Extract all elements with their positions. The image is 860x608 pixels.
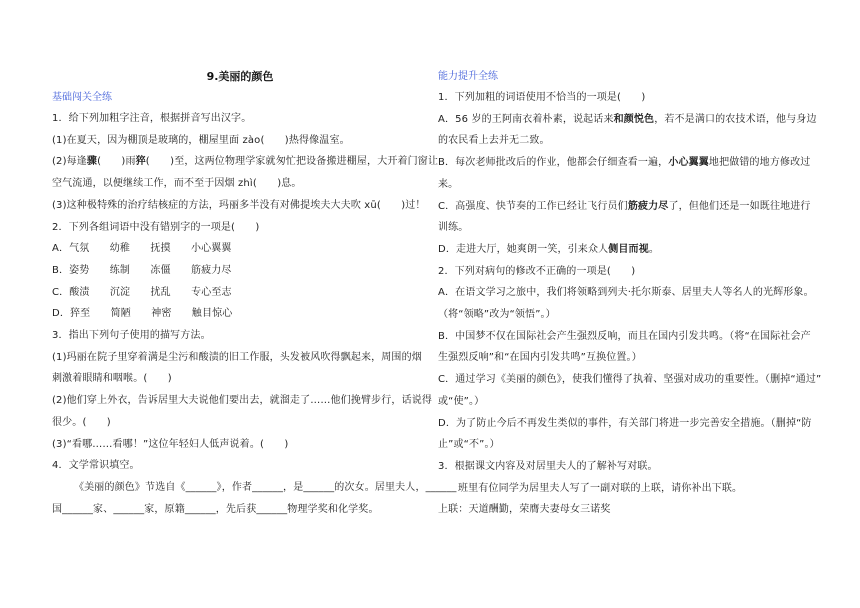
- adv-question-3-instruction: 班里有位同学为居里夫人写了一副对联的上联，请你补出下联。: [458, 482, 743, 494]
- adv-question-1-option-c: C．高强度、快节奏的工作已经让飞行员们筋疲力尽了，但他们还是一如既往地进行: [438, 200, 811, 212]
- adv-question-2-option-c-cont: 或“使”。）: [438, 395, 485, 407]
- question-2-prompt: 2．下列各组词语中没有错别字的一项是( ): [52, 221, 260, 233]
- question-4-fill-1: 《美丽的颜色》节选自《______》，作者______，是______的次女。居里夫人，______: [74, 481, 457, 493]
- question-4-prompt: 4．文学常识填空。: [52, 460, 140, 472]
- question-4-fill-2: 国______家、______家，原籍______，先后获______物理学奖和化学奖。: [52, 503, 379, 515]
- adv-question-1-option-d: D．走进大厅，她爽朗一笑，引来众人侧目而视。: [438, 243, 660, 255]
- adv-question-1-option-b-cont: 来。: [438, 178, 459, 190]
- page-title: 9.美丽的颜色: [206, 70, 274, 83]
- question-1-prompt: 1．给下列加粗字注音，根据拼音写出汉字。: [52, 113, 252, 124]
- adv-question-1-option-b: B．每次老师批改后的作业，他都会仔细查看一遍，小心翼翼地把做错的地方修改过: [438, 157, 811, 169]
- question-3-item-1: (1)玛丽在院子里穿着满是尘污和酸渍的旧工作服，头发被风吹得飘起来，周围的烟: [52, 351, 422, 363]
- section-heading-advanced: 能力提升全练: [438, 71, 498, 82]
- question-3-item-2: (2)他们穿上外衣，告诉居里大夫说他们要出去，就溜走了……他们挽臂步行，话说得: [52, 395, 433, 407]
- adv-question-3-first-line: 上联：天道酬勤，荣膺夫妻母女三诺奖: [438, 504, 611, 516]
- adv-question-1-prompt: 1．下列加粗的词语使用不恰当的一项是( ): [438, 92, 646, 103]
- adv-question-2-option-a: A．在语文学习之旅中，我们将领略到列夫·托尔斯泰、居里夫人等名人的光辉形象。: [438, 287, 814, 299]
- question-1-item-2-cont: 空气流通，以便继续工作，而不至于因烟 zhì( )息。: [52, 178, 302, 190]
- adv-question-2-option-c: C．通过学习《美丽的颜色》，使我们懂得了执着、坚强对成功的重要性。（删掉“通过”: [438, 374, 822, 386]
- question-1-item-2: (2)每逢骤( )雨猝( )至，这两位物理学家就匆忙把设备搬进棚屋，大开着门窗让: [52, 156, 439, 168]
- question-1-item-3: (3)这种极特殊的治疗结核症的方法，玛丽多半没有对佛提埃夫大夫吹 xū( )过！: [52, 199, 426, 211]
- question-2-option-b: B．姿势 练制 冻僵 筋疲力尽: [52, 264, 232, 276]
- adv-question-2-option-b-cont: 生强烈反响”和“在国内引发共鸣”互换位置。）: [438, 352, 642, 364]
- adv-question-1-option-a-cont: 的农民看上去并无二致。: [438, 135, 550, 147]
- adv-question-2-option-d-cont: 止”或“不”。）: [438, 439, 500, 451]
- question-3-item-2-cont: 很少。( ): [52, 416, 111, 428]
- question-2-option-d: D．猝至 简陋 神密 触目惊心: [52, 308, 233, 320]
- adv-question-2-prompt: 2．下列对病句的修改不正确的一项是( ): [438, 265, 636, 277]
- right-column: [438, 66, 822, 521]
- adv-question-3-prompt: 3．根据课文内容及对居里夫人的了解补写对联。: [438, 460, 658, 472]
- adv-question-1-option-a: A．56 岁的王阿南衣着朴素，说起话来和颜悦色，若不是满口的农技术语，他与身边: [438, 113, 817, 125]
- section-heading-basic: 基础闯关全练: [52, 92, 112, 103]
- question-2-option-c: C．酸渍 沉淀 扰乱 专心至志: [52, 286, 232, 298]
- question-1-item-1: (1)在夏天，因为棚顶是玻璃的，棚屋里面 zào( )热得像温室。: [52, 134, 350, 146]
- question-2-option-a: A．气氛 幼稚 抚摸 小心翼翼: [52, 243, 232, 255]
- adv-question-1-option-c-cont: 训练。: [438, 222, 469, 234]
- adv-question-2-option-b: B．中国梦不仅在国际社会产生强烈反响，而且在国内引发共鸣。（将“在国际社会产: [438, 330, 811, 342]
- question-3-item-3: (3)“看哪……看哪！”这位年轻妇人低声说着。( ): [52, 438, 289, 450]
- adv-question-2-option-a-cont: （将“领略”改为“领悟”。）: [438, 309, 556, 321]
- question-3-prompt: 3．指出下列句子使用的描写方法。: [52, 330, 211, 342]
- adv-question-2-option-d: D．为了防止今后不再发生类似的事件，有关部门将进一步完善安全措施。（删掉“防: [438, 417, 812, 429]
- question-3-item-1-cont: 刺激着眼睛和咽喉。( ): [52, 373, 172, 385]
